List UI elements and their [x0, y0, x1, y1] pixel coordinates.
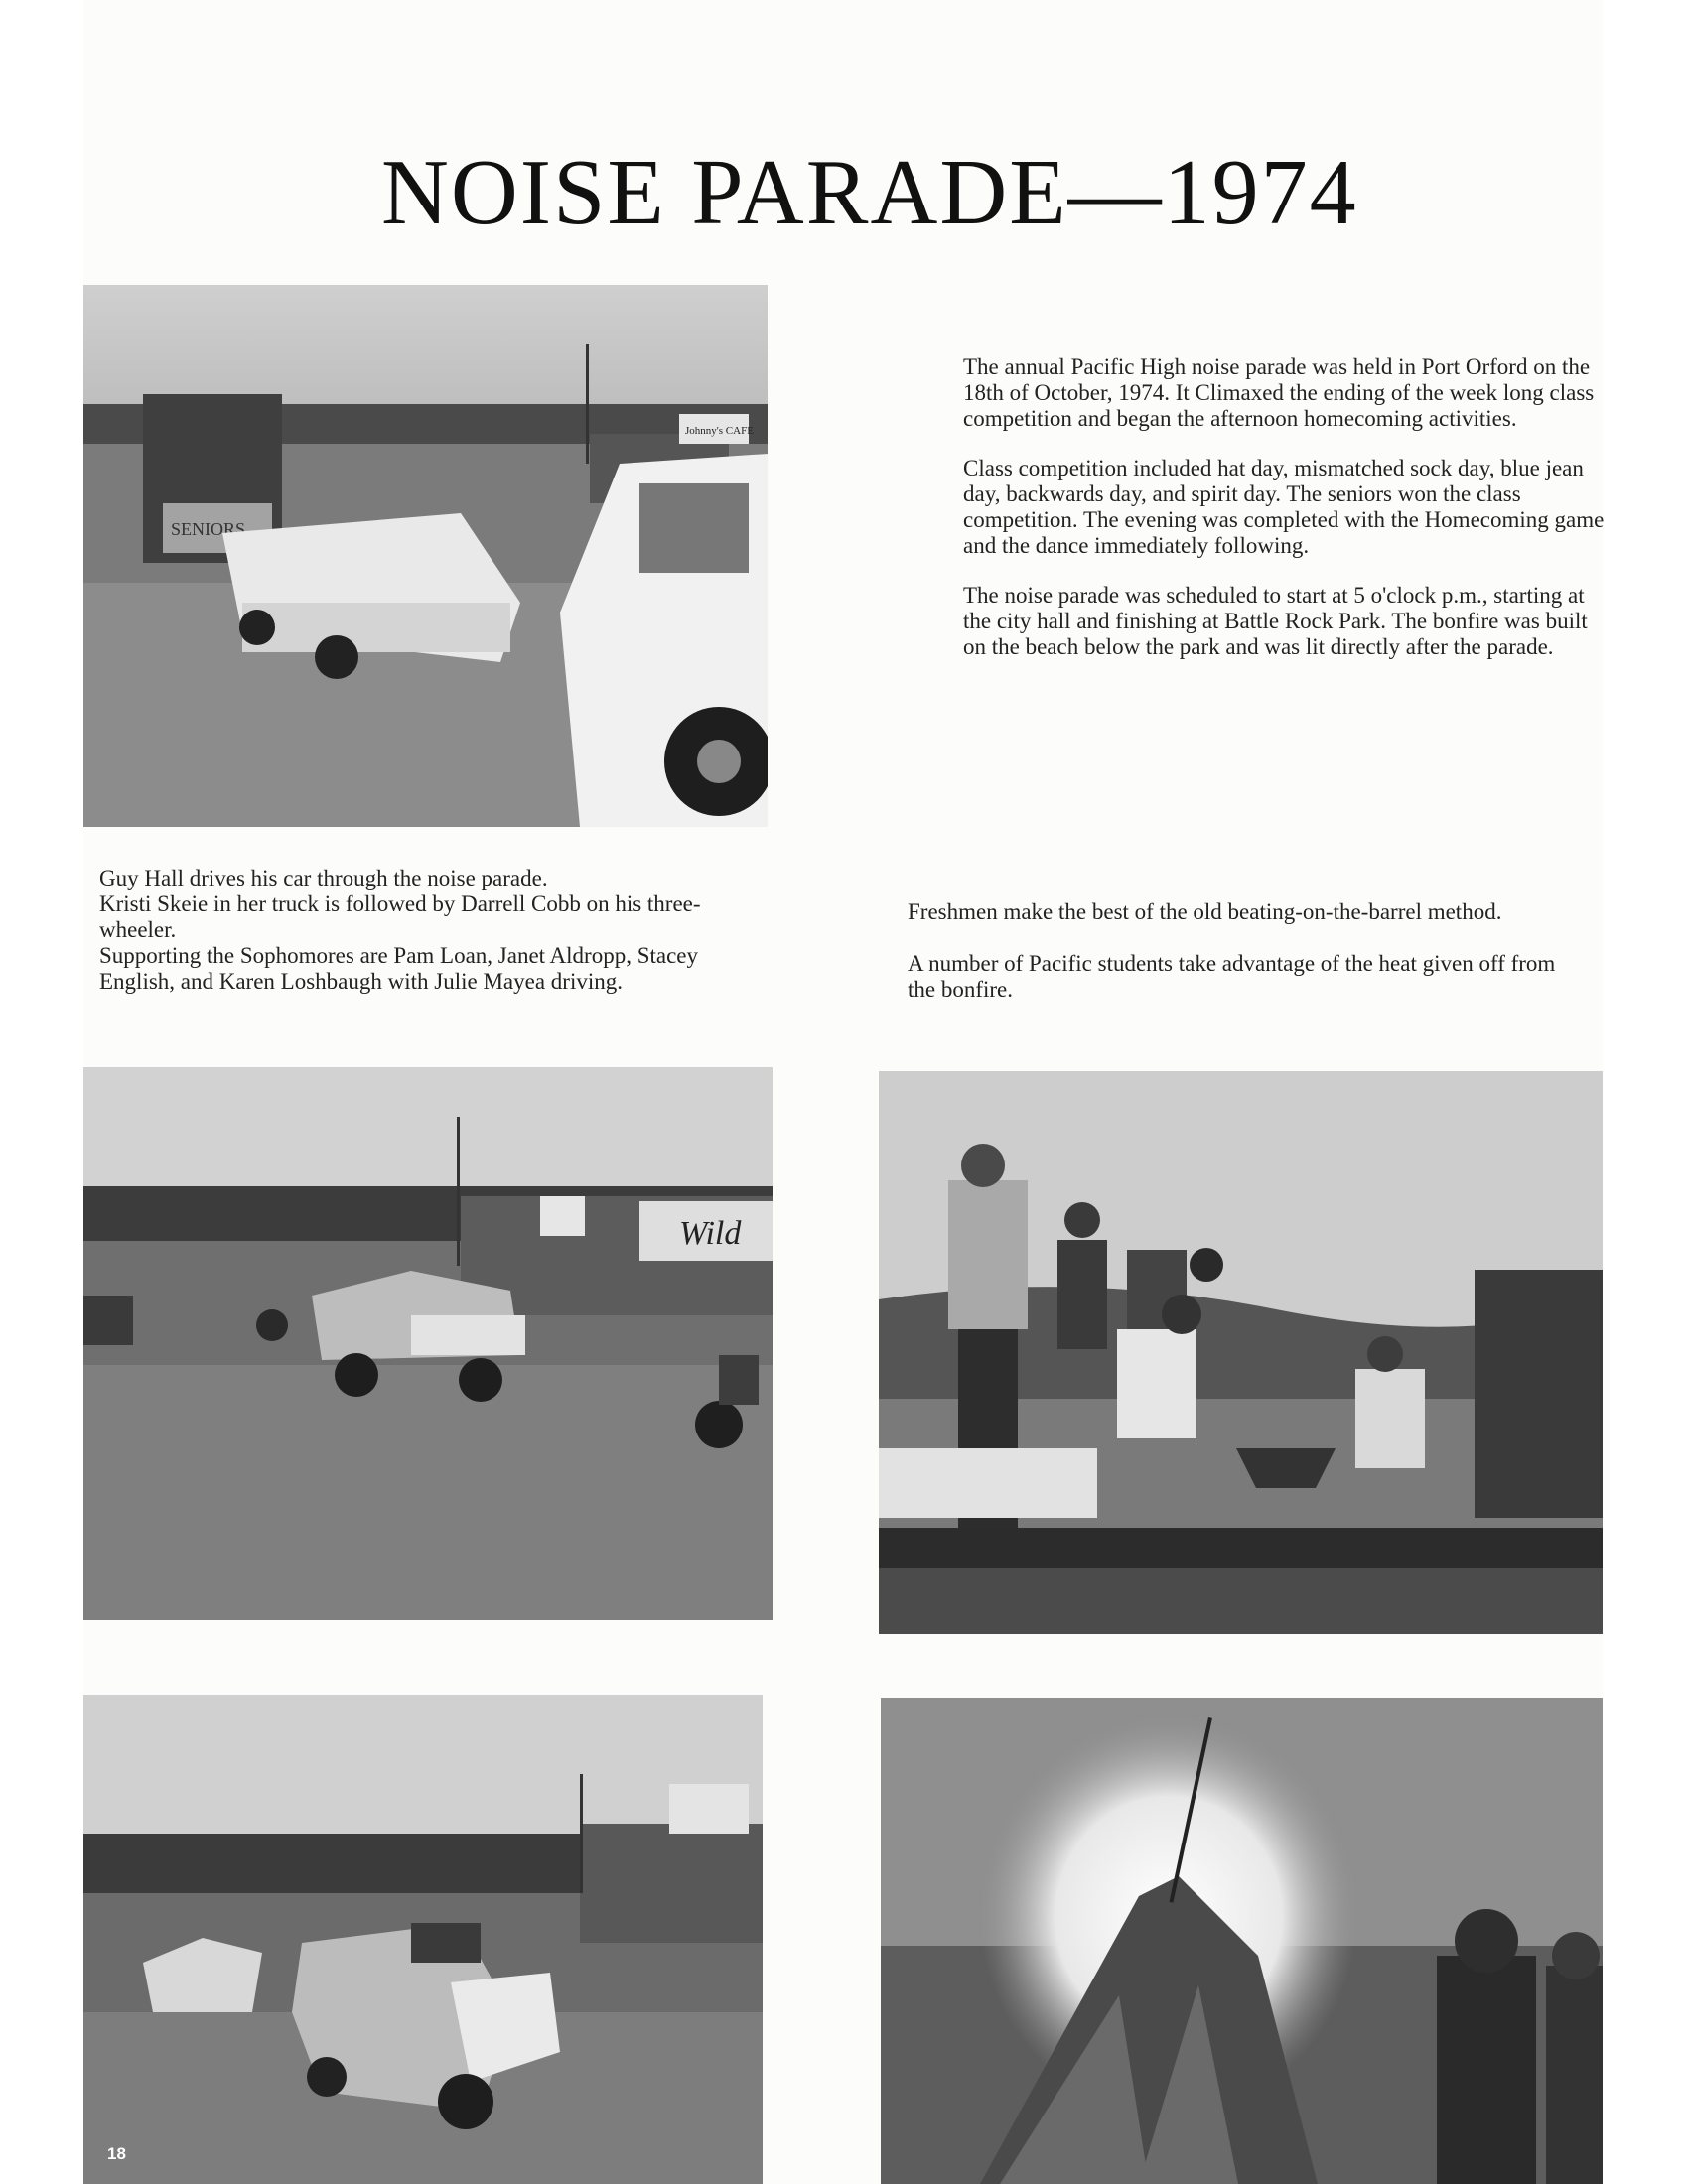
- intro-paragraph-1: The annual Pacific High noise parade was held in Port Orford on the 18th of October, 1974. It Climaxed the ending of the week long class competition and began the afternoon homecoming activities.: [963, 354, 1595, 431]
- cafe-sign-text: Johnny's CAFE: [685, 425, 754, 437]
- caption-sophomores: Supporting the Sophomores are Pam Loan, Janet Aldropp, Stacey English, and Karen Loshbaugh with Julie Mayea driving.: [99, 943, 699, 994]
- caption-freshmen: Freshmen make the best of the old beating-on-the-barrel method.: [908, 899, 1502, 924]
- intro-paragraph-2: Class competition included hat day, mismatched sock day, blue jean day, backwards day, and spirit day. The seniors won the class competition. The evening was completed with the Homecoming game and the dance immediately following.: [963, 456, 1605, 558]
- caption-guy-hall: Guy Hall drives his car through the noise parade.: [99, 866, 548, 890]
- photo-bonfire: [881, 1698, 1603, 2184]
- caption-bonfire: A number of Pacific students take advantage of the heat given off from the bonfire.: [908, 951, 1556, 1002]
- caption-kristi-skeie: Kristi Skeie in her truck is followed by Darrell Cobb on his three-wheeler.: [99, 891, 701, 942]
- seniors-banner-text: SENIORS: [171, 519, 246, 539]
- intro-text-block: [963, 354, 1609, 684]
- wild-sign-text: Wild: [679, 1215, 742, 1252]
- photo-kristi-skeie-truck: [83, 1067, 773, 1620]
- photo-guy-hall-car: [83, 285, 768, 827]
- page-number: 18: [107, 2144, 126, 2163]
- yearbook-page: [83, 0, 1603, 2184]
- photo-freshmen-barrel: [879, 1071, 1603, 1634]
- intro-paragraph-3: The noise parade was scheduled to start at 5 o'clock p.m., starting at the city hall and finishing at Battle Rock Park. The bonfire was built on the beach below the park and was lit directly after the parade.: [963, 583, 1588, 659]
- right-caption-block: [908, 899, 1583, 1003]
- left-caption-block: [99, 866, 755, 995]
- page-title: NOISE PARADE—1974: [381, 141, 1358, 244]
- photo-sophomores-truck: [83, 1695, 763, 2184]
